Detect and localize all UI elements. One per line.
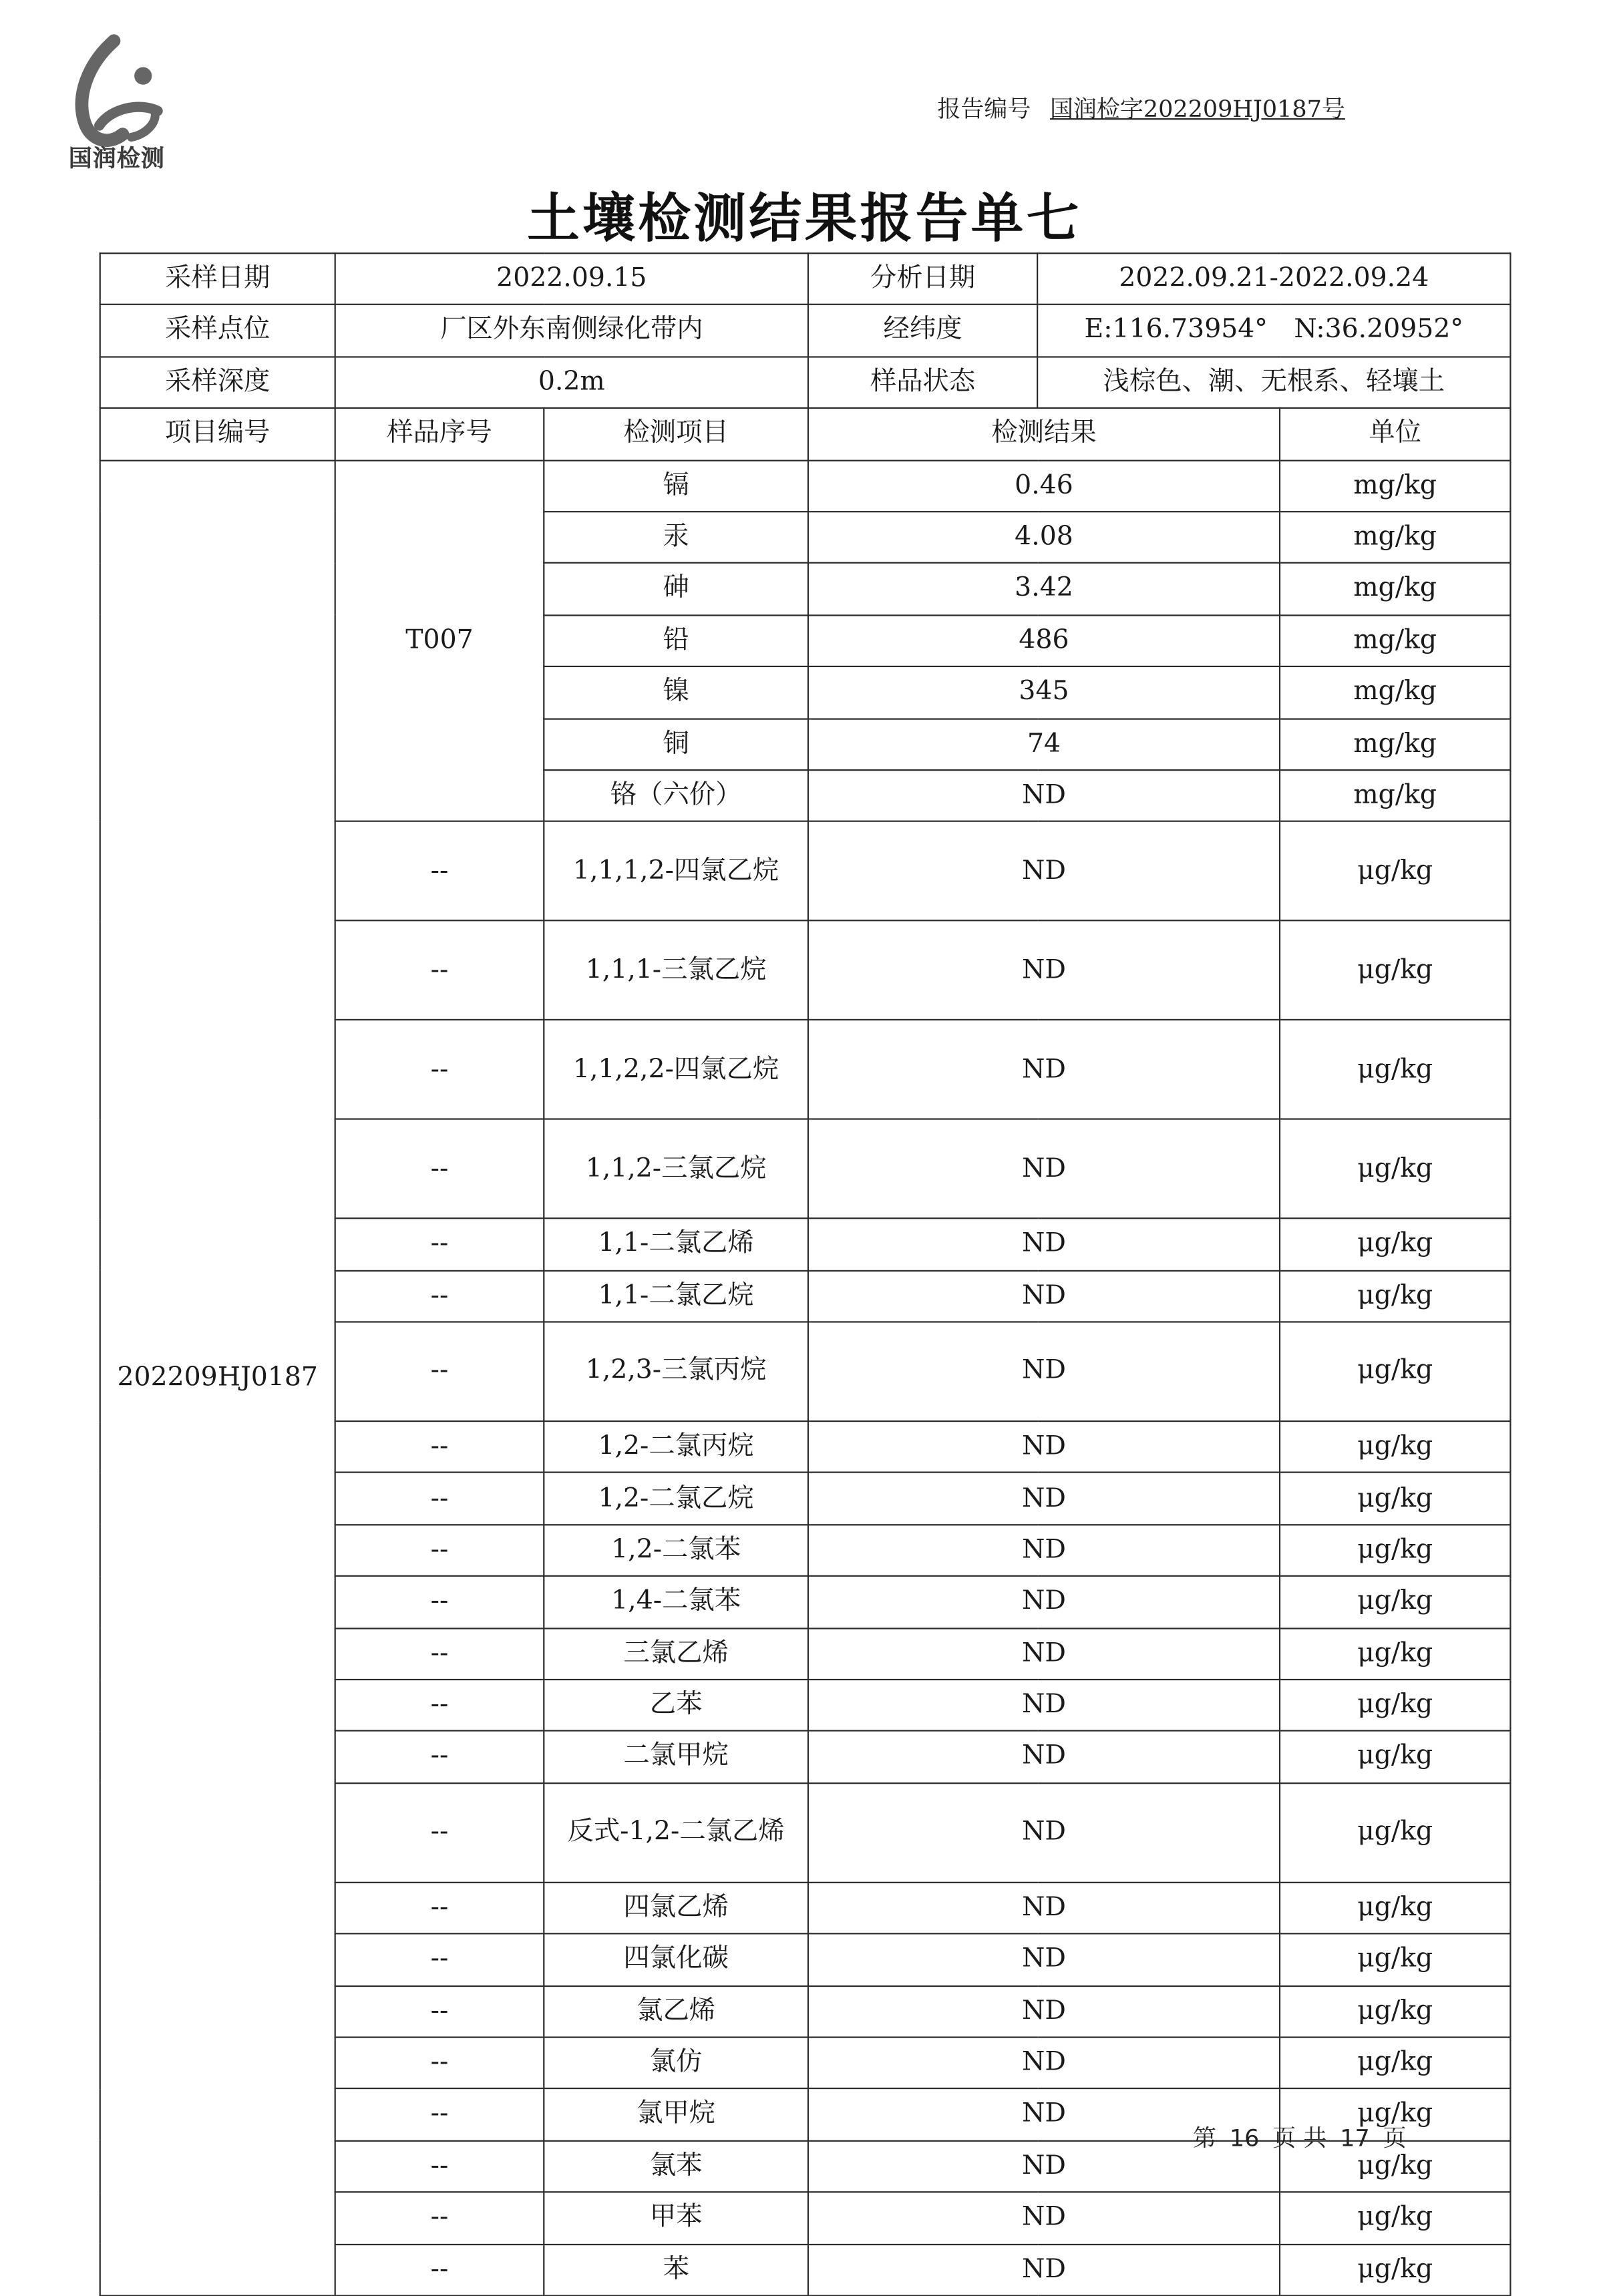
test-item: 甲苯 bbox=[544, 2192, 808, 2244]
test-unit: μg/kg bbox=[1280, 2089, 1510, 2140]
test-result: ND bbox=[808, 1731, 1280, 1782]
test-item: 1,1-二氯乙烯 bbox=[544, 1219, 808, 1270]
col-header-sample-no: 样品序号 bbox=[335, 408, 544, 459]
test-item: 1,4-二氯苯 bbox=[544, 1576, 808, 1628]
test-result: ND bbox=[808, 1985, 1280, 2037]
test-result: ND bbox=[808, 1628, 1280, 1680]
test-item: 氯甲烷 bbox=[544, 2089, 808, 2140]
test-unit: mg/kg bbox=[1280, 666, 1510, 718]
sampling-point-label: 采样点位 bbox=[100, 305, 335, 357]
test-item: 四氯乙烯 bbox=[544, 1882, 808, 1933]
sample-number: -- bbox=[335, 821, 544, 921]
test-result: ND bbox=[808, 2244, 1280, 2295]
analysis-date: 2022.09.21-2022.09.24 bbox=[1037, 253, 1510, 305]
test-result: 4.08 bbox=[808, 512, 1280, 563]
test-unit: μg/kg bbox=[1280, 1576, 1510, 1628]
page-current: 16 bbox=[1229, 2124, 1260, 2152]
test-result: ND bbox=[808, 770, 1280, 821]
sample-number: -- bbox=[335, 1731, 544, 1782]
analysis-date-label: 分析日期 bbox=[808, 253, 1037, 305]
test-result: 3.42 bbox=[808, 563, 1280, 614]
test-unit: μg/kg bbox=[1280, 1525, 1510, 1576]
test-result: 0.46 bbox=[808, 460, 1280, 512]
test-unit: μg/kg bbox=[1280, 1020, 1510, 1120]
test-item: 铜 bbox=[544, 719, 808, 770]
col-header-project-no: 项目编号 bbox=[100, 408, 335, 459]
test-item: 1,1-二氯乙烷 bbox=[544, 1270, 808, 1322]
test-item: 四氯化碳 bbox=[544, 1934, 808, 1985]
test-item: 镍 bbox=[544, 666, 808, 718]
sample-number: -- bbox=[335, 1322, 544, 1422]
depth-label: 采样深度 bbox=[100, 357, 335, 408]
sampling-date-label: 采样日期 bbox=[100, 253, 335, 305]
sample-number: -- bbox=[335, 2038, 544, 2089]
info-row-depth bbox=[100, 357, 1511, 408]
sample-number: -- bbox=[335, 1270, 544, 1322]
sample-number: -- bbox=[335, 1421, 544, 1473]
test-result: ND bbox=[808, 2140, 1280, 2192]
test-item: 三氯乙烯 bbox=[544, 1628, 808, 1680]
test-item: 汞 bbox=[544, 512, 808, 563]
test-result: ND bbox=[808, 1322, 1280, 1422]
test-result: ND bbox=[808, 1934, 1280, 1985]
test-result: ND bbox=[808, 2192, 1280, 2244]
test-unit: μg/kg bbox=[1280, 1783, 1510, 1883]
column-header-row bbox=[100, 408, 1511, 459]
test-item: 反式-1,2-二氯乙烯 bbox=[544, 1783, 808, 1883]
test-item: 1,1,2-三氯乙烷 bbox=[544, 1119, 808, 1219]
test-result: 345 bbox=[808, 666, 1280, 718]
test-item: 1,2-二氯苯 bbox=[544, 1525, 808, 1576]
test-unit: mg/kg bbox=[1280, 719, 1510, 770]
test-result: ND bbox=[808, 1020, 1280, 1120]
sample-number: -- bbox=[335, 1934, 544, 1985]
test-result: ND bbox=[808, 2038, 1280, 2089]
test-unit: μg/kg bbox=[1280, 1731, 1510, 1782]
test-item: 砷 bbox=[544, 563, 808, 614]
test-unit: μg/kg bbox=[1280, 1680, 1510, 1731]
test-item: 镉 bbox=[544, 460, 808, 512]
test-unit: μg/kg bbox=[1280, 1219, 1510, 1270]
test-unit: mg/kg bbox=[1280, 460, 1510, 512]
test-unit: mg/kg bbox=[1280, 512, 1510, 563]
page-prefix: 第 bbox=[1192, 2124, 1216, 2152]
test-unit: μg/kg bbox=[1280, 1270, 1510, 1322]
test-unit: μg/kg bbox=[1280, 1934, 1510, 1985]
report-number-label: 报告编号 bbox=[937, 95, 1031, 123]
sample-number: -- bbox=[335, 1473, 544, 1525]
test-item: 1,1,1,2-四氯乙烷 bbox=[544, 821, 808, 921]
page-indicator bbox=[1193, 2120, 1407, 2153]
col-header-unit: 单位 bbox=[1280, 408, 1510, 459]
test-result: ND bbox=[808, 1525, 1280, 1576]
test-unit: μg/kg bbox=[1280, 2038, 1510, 2089]
test-unit: μg/kg bbox=[1280, 2192, 1510, 2244]
sample-number: -- bbox=[335, 921, 544, 1020]
sample-number: -- bbox=[335, 1680, 544, 1731]
test-result: ND bbox=[808, 1270, 1280, 1322]
test-result: 74 bbox=[808, 719, 1280, 770]
sample-number: -- bbox=[335, 1525, 544, 1576]
test-unit: mg/kg bbox=[1280, 563, 1510, 614]
test-unit: μg/kg bbox=[1280, 2244, 1510, 2295]
test-item: 1,1,1-三氯乙烷 bbox=[544, 921, 808, 1020]
sample-number: -- bbox=[335, 2089, 544, 2140]
sample-state-label: 样品状态 bbox=[808, 357, 1037, 408]
table-row bbox=[100, 460, 1511, 512]
sample-number: -- bbox=[335, 2140, 544, 2192]
test-result: ND bbox=[808, 1882, 1280, 1933]
test-item: 铅 bbox=[544, 615, 808, 666]
test-item: 氯苯 bbox=[544, 2140, 808, 2192]
sample-number: -- bbox=[335, 1783, 544, 1883]
info-row-location bbox=[100, 305, 1511, 357]
test-item: 乙苯 bbox=[544, 1680, 808, 1731]
report-number bbox=[937, 91, 1345, 124]
sample-number: -- bbox=[335, 2244, 544, 2295]
sample-number: -- bbox=[335, 1020, 544, 1120]
results-table bbox=[100, 252, 1511, 2296]
logo-text: 国润检测 bbox=[68, 144, 166, 172]
test-result: ND bbox=[808, 1119, 1280, 1219]
test-item: 氯乙烯 bbox=[544, 1985, 808, 2037]
test-result: ND bbox=[808, 1473, 1280, 1525]
test-unit: μg/kg bbox=[1280, 1421, 1510, 1473]
info-row-date bbox=[100, 253, 1511, 305]
test-unit: μg/kg bbox=[1280, 921, 1510, 1020]
metals-sample-number: T007 bbox=[335, 460, 544, 822]
coords: E:116.73954° N:36.20952° bbox=[1037, 305, 1510, 357]
sample-number: -- bbox=[335, 1882, 544, 1933]
sample-number: -- bbox=[335, 1985, 544, 2037]
page-total: 17 bbox=[1340, 2124, 1370, 2152]
test-result: ND bbox=[808, 821, 1280, 921]
test-unit: mg/kg bbox=[1280, 770, 1510, 821]
test-result: ND bbox=[808, 921, 1280, 1020]
page-suffix: 页 bbox=[1383, 2124, 1407, 2152]
test-result: ND bbox=[808, 1783, 1280, 1883]
test-item: 二氯甲烷 bbox=[544, 1731, 808, 1782]
test-unit: μg/kg bbox=[1280, 1473, 1510, 1525]
test-item: 氯仿 bbox=[544, 2038, 808, 2089]
test-unit: μg/kg bbox=[1280, 1119, 1510, 1219]
report-number-value: 国润检字202209HJ0187号 bbox=[1049, 95, 1345, 123]
sampling-date: 2022.09.15 bbox=[335, 253, 808, 305]
page-mid: 页 共 bbox=[1272, 2124, 1327, 2152]
test-result: ND bbox=[808, 2089, 1280, 2140]
sample-number: -- bbox=[335, 1119, 544, 1219]
test-result: ND bbox=[808, 1219, 1280, 1270]
col-header-result: 检测结果 bbox=[808, 408, 1280, 459]
test-result: 486 bbox=[808, 615, 1280, 666]
sample-number: -- bbox=[335, 1219, 544, 1270]
test-result: ND bbox=[808, 1576, 1280, 1628]
test-unit: μg/kg bbox=[1280, 821, 1510, 921]
test-unit: μg/kg bbox=[1280, 1985, 1510, 2037]
test-result: ND bbox=[808, 1421, 1280, 1473]
test-unit: μg/kg bbox=[1280, 1322, 1510, 1422]
col-header-item: 检测项目 bbox=[544, 408, 808, 459]
test-unit: μg/kg bbox=[1280, 1628, 1510, 1680]
test-unit: μg/kg bbox=[1280, 2140, 1510, 2192]
project-number: 202209HJ0187 bbox=[100, 460, 335, 2296]
sample-number: -- bbox=[335, 2192, 544, 2244]
test-item: 1,2-二氯丙烷 bbox=[544, 1421, 808, 1473]
sample-number: -- bbox=[335, 1628, 544, 1680]
test-item: 苯 bbox=[544, 2244, 808, 2295]
test-result: ND bbox=[808, 1680, 1280, 1731]
test-item: 1,2,3-三氯丙烷 bbox=[544, 1322, 808, 1422]
test-unit: mg/kg bbox=[1280, 615, 1510, 666]
sample-number: -- bbox=[335, 1576, 544, 1628]
depth: 0.2m bbox=[335, 357, 808, 408]
test-item: 1,1,2,2-四氯乙烷 bbox=[544, 1020, 808, 1120]
page-title: 土壤检测结果报告单七 bbox=[527, 188, 1082, 250]
sampling-point: 厂区外东南侧绿化带内 bbox=[335, 305, 808, 357]
test-item: 1,2-二氯乙烷 bbox=[544, 1473, 808, 1525]
sample-state: 浅棕色、潮、无根系、轻壤土 bbox=[1037, 357, 1510, 408]
coords-label: 经纬度 bbox=[808, 305, 1037, 357]
test-unit: μg/kg bbox=[1280, 1882, 1510, 1933]
test-item: 铬（六价） bbox=[544, 770, 808, 821]
